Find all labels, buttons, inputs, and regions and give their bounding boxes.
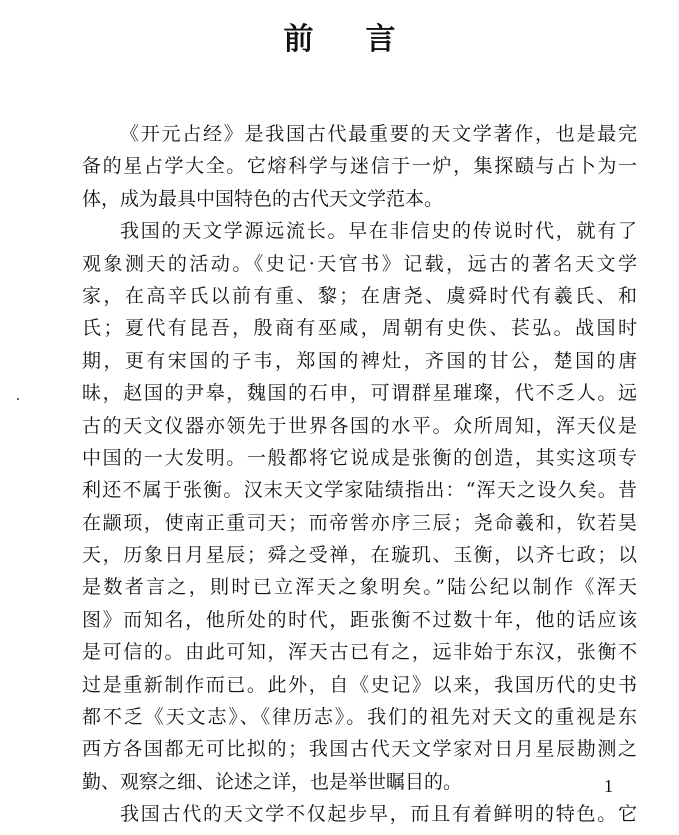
text-line: 过是重新制作而已。此外，自《史记》以来，我国历代的史书 [82, 673, 637, 696]
preface-body [82, 118, 637, 831]
page-title: 前言 [283, 22, 448, 57]
text-line: 我国古代的天文学不仅起步早，而且有着鲜明的特色。它 [120, 803, 637, 826]
text-line: 勤、观察之细、论述之详，也是举世瞩目的。 [82, 770, 463, 793]
text-line: 家，在高辛氏以前有重、黎；在唐尧、虞舜时代有羲氏、和 [82, 284, 637, 307]
text-line: 古的天文仪器亦领先于世界各国的水平。众所周知，浑天仪是 [82, 414, 637, 437]
text-line: 氏；夏代有昆吾，殷商有巫咸，周朝有史佚、苌弘。战国时 [82, 317, 637, 340]
text-line: 利还不属于张衡。汉末天文学家陆绩指出：“浑天之设久矣。昔 [82, 479, 637, 502]
text-line: 观象测天的活动。《史记·天官书》记载，远古的著名天文学 [82, 252, 637, 275]
text-line: 是可信的。由此可知，浑天古已有之，远非始于东汉，张衡不 [82, 641, 637, 664]
text-line: 昧，赵国的尹皋，魏国的石申，可谓群星璀璨，代不乏人。远 [82, 382, 637, 405]
text-line: 是数者言之，則时已立浑天之象明矣。”陆公纪以制作《浑天 [82, 576, 637, 599]
scan-speck [17, 398, 19, 400]
text-line: 西方各国都无可比拟的；我国古代天文学家对日月星辰勘测之 [82, 738, 637, 761]
text-line: 在颛顼，使南正重司天；而帝喾亦序三辰；尧命羲和，钦若昊 [82, 511, 637, 534]
text-line: 《开元占经》是我国古代最重要的天文学著作，也是最完 [120, 123, 637, 145]
text-line: 中国的一大发明。一般都将它说成是张衡的创造，其实这项专 [82, 446, 637, 469]
text-line: 图》而知名，他所处的时代，距张衡不过数十年，他的话应该 [82, 608, 637, 631]
page-number: 1 [604, 776, 613, 796]
text-line: 期，更有宋国的子韦，郑国的裨灶，齐国的甘公，楚国的唐 [82, 349, 637, 372]
text-line: 体，成为最具中国特色的古代天文学范本。 [82, 187, 444, 210]
text-line: 备的星占学大全。它熔科学与迷信于一炉，集探赜与占卜为一 [82, 155, 637, 178]
text-line: 天，历象日月星辰；舜之受禅，在璇玑、玉衡，以齐七政；以 [82, 544, 637, 567]
text-line: 我国的天文学源远流长。早在非信史的传说时代，就有了 [120, 220, 637, 243]
text-line: 都不乏《天文志》、《律历志》。我们的祖先对天文的重视是东 [82, 706, 637, 729]
